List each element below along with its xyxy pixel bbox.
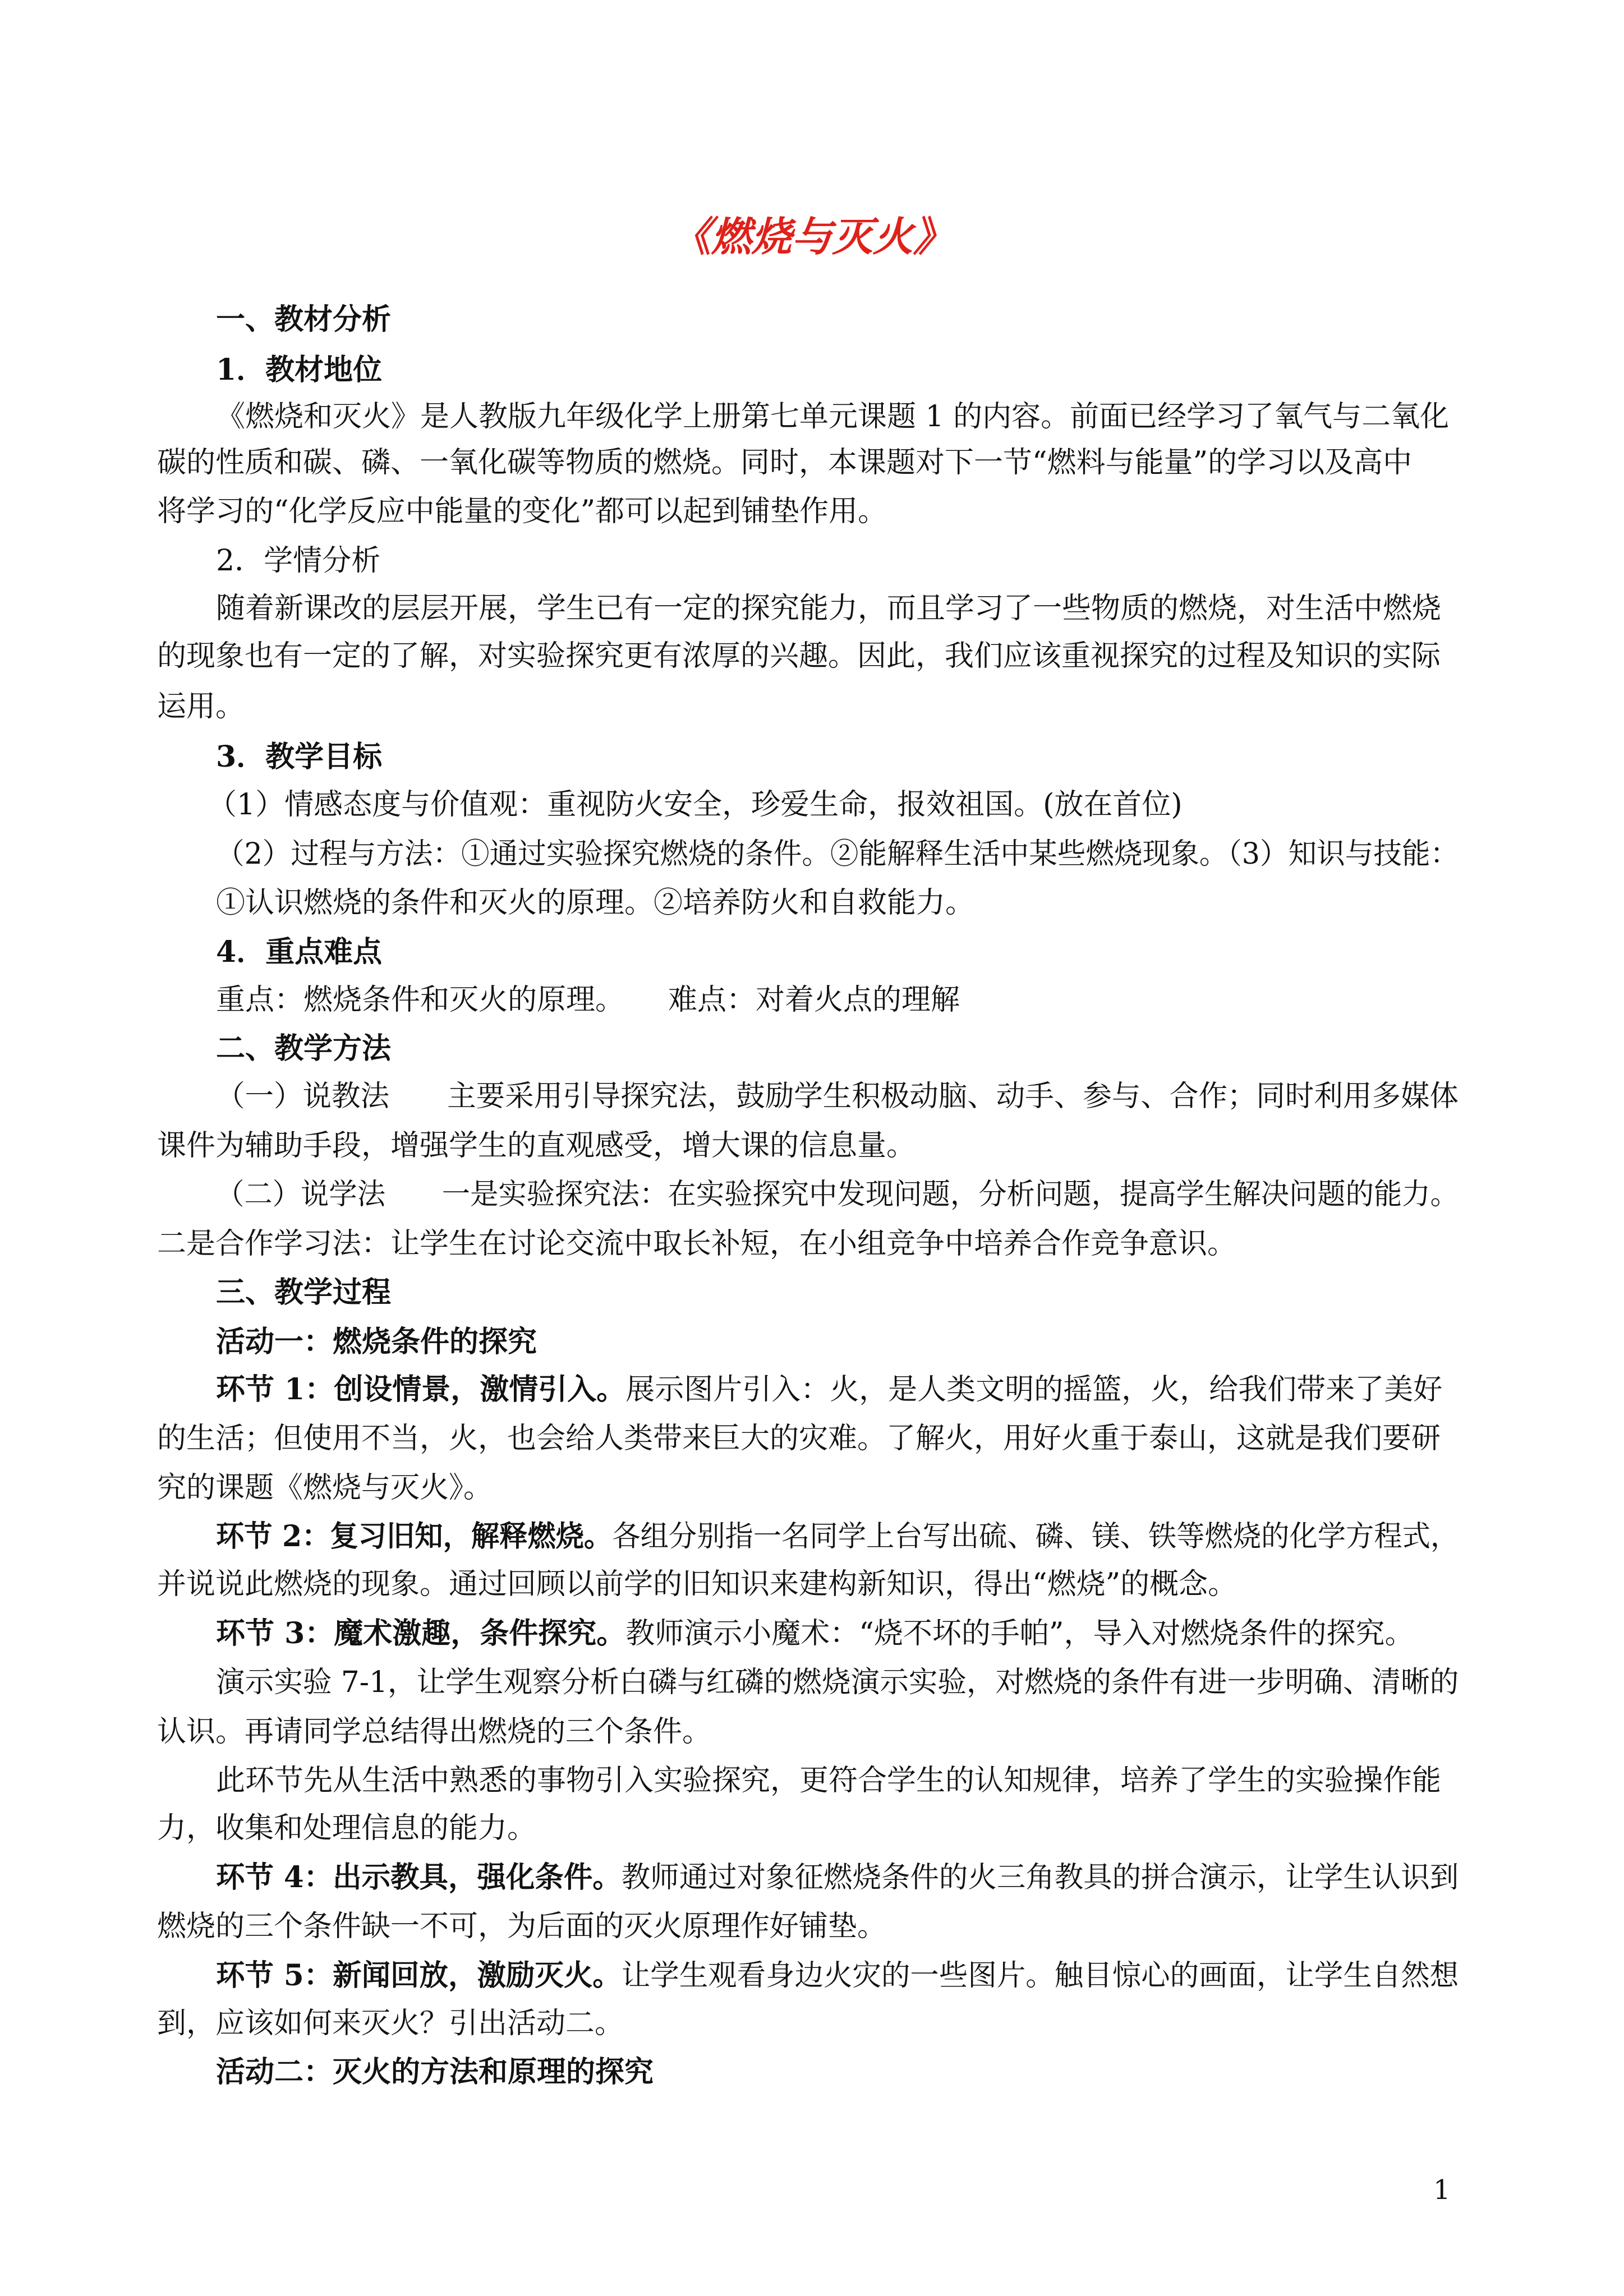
paragraph-line: （二）说学法 一是实验探究法：在实验探究中发现问题，分析问题，提高学生解决问题的能力。 [216, 1178, 1459, 1211]
step-label: 环节 5：新闻回放，激励灭火。 [216, 1958, 622, 1993]
paragraph-line: 力，收集和处理信息的能力。 [157, 1811, 537, 1845]
heading-teaching-objectives: 3．教学目标 [216, 740, 383, 774]
paragraph-line: 环节 5：新闻回放，激励灭火。让学生观看身边火灾的一些图片。触目惊心的画面，让学生自然想 [216, 1958, 1459, 1993]
paragraph-line: 究的课题《燃烧与灭火》。 [157, 1471, 493, 1505]
heading-activity-one: 活动一：燃烧条件的探究 [216, 1325, 537, 1359]
document-title: 《燃烧与灭火》 [670, 213, 954, 260]
paragraph-line: 并说说此燃烧的现象。通过回顾以前学的旧知识来建构新知识，得出“燃烧”的概念。 [157, 1567, 1237, 1601]
paragraph-line: 碳的性质和碳、磷、一氧化碳等物质的燃烧。同时，本课题对下一节“燃料与能量”的学习以及高中 [157, 446, 1413, 480]
heading-textbook-analysis: 一、教材分析 [216, 302, 392, 336]
paragraph-line: 运用。 [157, 690, 245, 723]
heading-textbook-position: 1．教材地位 [216, 353, 383, 387]
paragraph-line: 环节 2：复习旧知，解释燃烧。各组分别指一名同学上台写出硫、磷、镁、铁等燃烧的化学方程式， [216, 1519, 1459, 1553]
paragraph-line: 环节 4：出示教具，强化条件。教师通过对象征燃烧条件的火三角教具的拼合演示，让学生认识到 [216, 1860, 1459, 1894]
paragraph-line: 环节 1：创设情景，激情引入。展示图片引入：火，是人类文明的摇篮，火，给我们带来了美好 [216, 1372, 1443, 1407]
paragraph-line: 将学习的“化学反应中能量的变化”都可以起到铺垫作用。 [157, 495, 887, 528]
paragraph-line: 重点：燃烧条件和灭火的原理。 难点：对着火点的理解 [216, 983, 960, 1017]
paragraph-line: 二是合作学习法：让学生在讨论交流中取长补短，在小组竞争中培养合作竞争意识。 [157, 1227, 1237, 1261]
paragraph-line: （一）说教法 主要采用引导探究法，鼓励学生积极动脑、动手、参与、合作；同时利用多媒体 [216, 1080, 1459, 1113]
step-label: 环节 4：出示教具，强化条件。 [216, 1860, 622, 1894]
heading-teaching-methods: 二、教学方法 [216, 1031, 392, 1066]
page-number: 1 [1433, 2174, 1451, 2206]
heading-student-analysis: 2．学情分析 [216, 544, 381, 578]
heading-teaching-process: 三、教学过程 [216, 1275, 392, 1310]
paragraph-line: 演示实验 7-1，让学生观察分析白磷与红磷的燃烧演示实验，对燃烧的条件有进一步明确、清晰的 [216, 1666, 1459, 1699]
paragraph-line: 《燃烧和灭火》是人教版九年级化学上册第七单元课题 1 的内容。前面已经学习了氧气与二氧化 [216, 400, 1450, 434]
paragraph-line: 课件为辅助手段，增强学生的直观感受，增大课的信息量。 [157, 1129, 916, 1163]
paragraph-line: （2）过程与方法：①通过实验探究燃烧的条件。②能解释生活中某些燃烧现象。（3）知识与技能： [216, 837, 1459, 871]
paragraph-line: 环节 3：魔术激趣，条件探究。教师演示小魔术：“烧不坏的手帕”，导入对燃烧条件的探究。 [216, 1616, 1414, 1650]
heading-activity-two: 活动二：灭火的方法和原理的探究 [216, 2055, 654, 2089]
paragraph-line: 随着新课改的层层开展，学生已有一定的探究能力，而且学习了一些物质的燃烧，对生活中燃烧 [216, 592, 1442, 625]
step-label: 环节 3：魔术激趣，条件探究。 [216, 1616, 626, 1650]
paragraph-line: 认识。再请同学总结得出燃烧的三个条件。 [157, 1715, 712, 1749]
paragraph-line: （1）情感态度与价值观：重视防火安全，珍爱生命，报效祖国。(放在首位) [208, 788, 1183, 822]
step-label: 环节 1：创设情景，激情引入。 [216, 1372, 626, 1407]
paragraph-line: 燃烧的三个条件缺一不可，为后面的灭火原理作好铺垫。 [157, 1910, 887, 1943]
paragraph-line: 此环节先从生活中熟悉的事物引入实验探究，更符合学生的认知规律，培养了学生的实验操作能 [216, 1764, 1442, 1797]
paragraph-line: 到，应该如何来灭火？引出活动二。 [157, 2007, 624, 2040]
heading-key-points: 4．重点难点 [216, 935, 383, 969]
step-label: 环节 2：复习旧知，解释燃烧。 [216, 1519, 613, 1553]
paragraph-line: 的生活；但使用不当，火，也会给人类带来巨大的灾难。了解火，用好火重于泰山，这就是我们要研 [157, 1422, 1441, 1455]
paragraph-line: ①认识燃烧的条件和灭火的原理。②培养防火和自救能力。 [216, 886, 975, 920]
paragraph-line: 的现象也有一定的了解，对实验探究更有浓厚的兴趣。因此，我们应该重视探究的过程及知识的实际 [157, 639, 1441, 673]
